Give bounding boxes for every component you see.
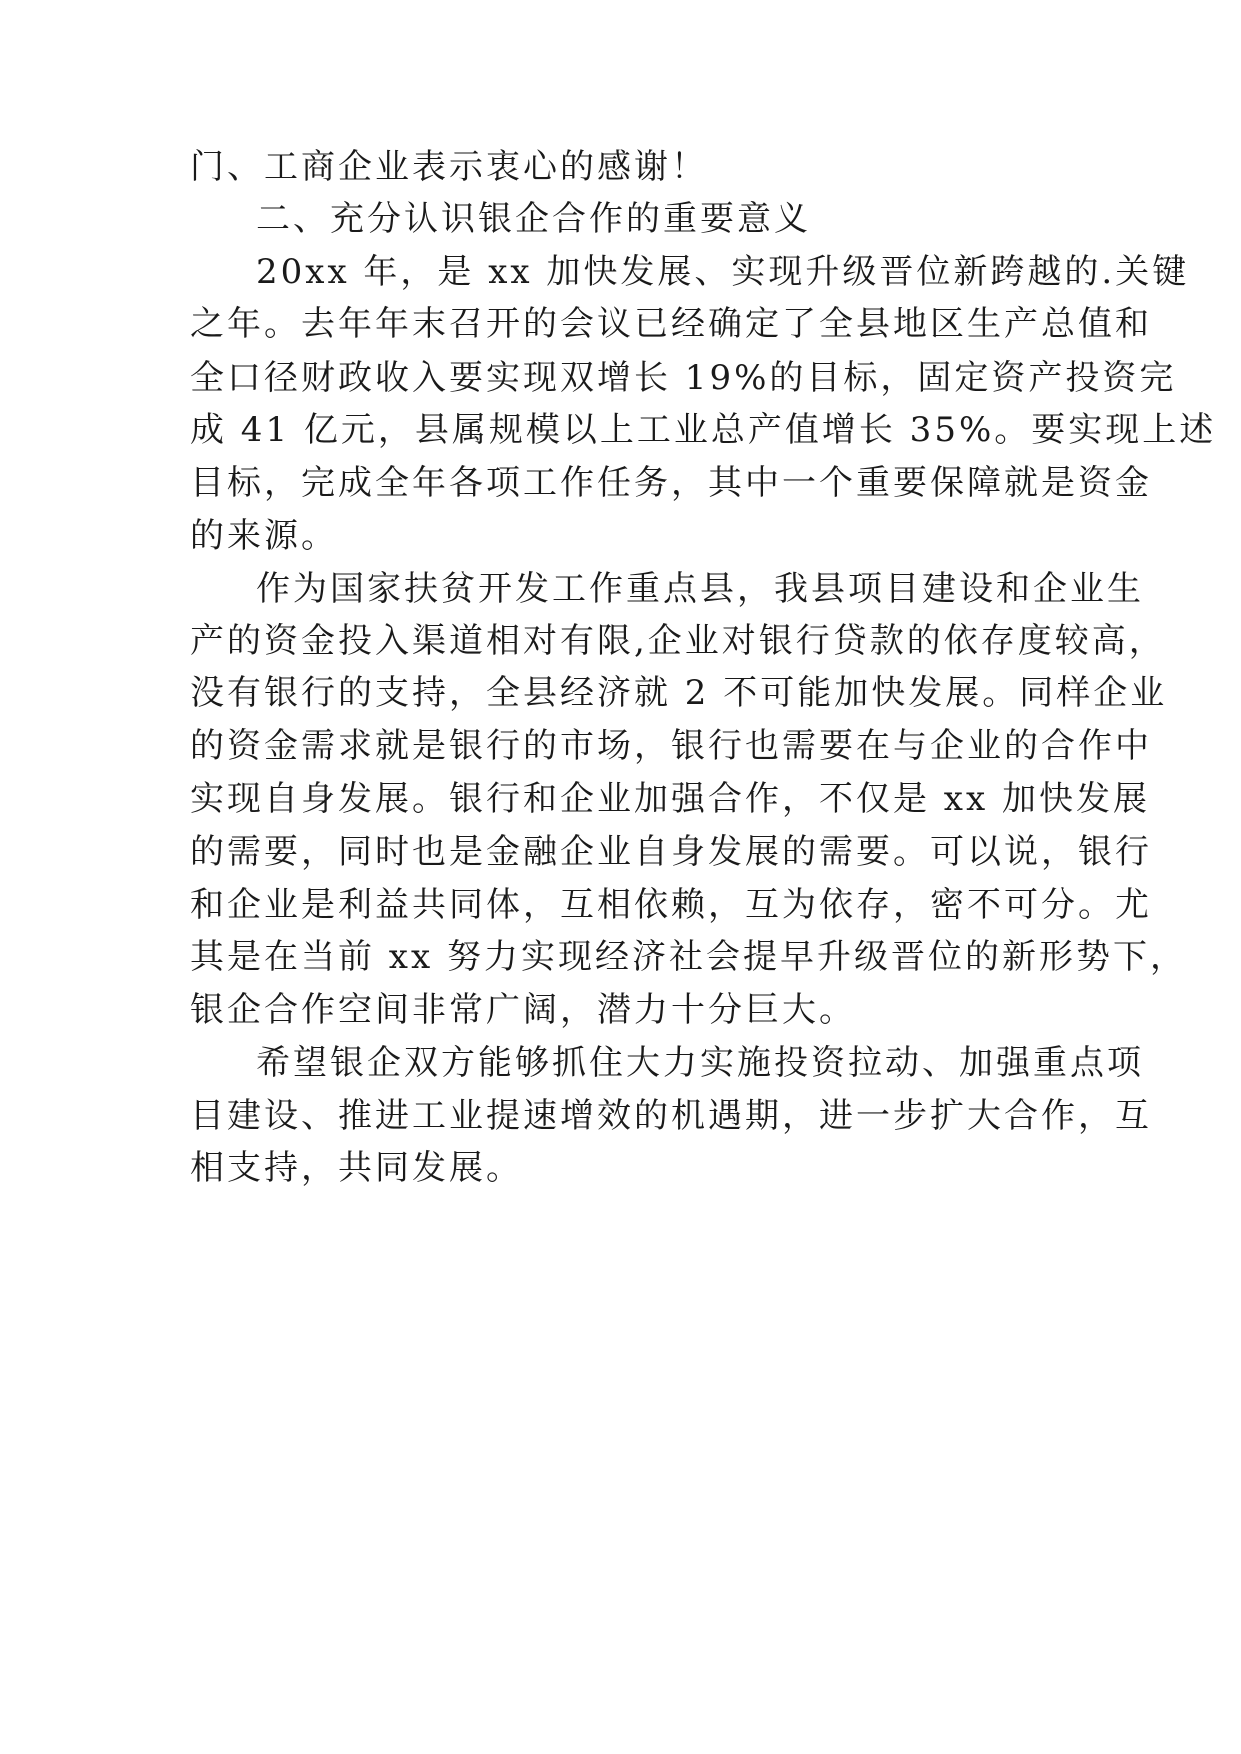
text-line: 的需要，同时也是金融企业自身发展的需要。可以说，银行 xyxy=(190,832,1152,872)
text-line: 20xx 年，是 xx 加快发展、实现升级晋位新跨越的.关键 xyxy=(256,252,1190,292)
text-line: 和企业是利益共同体，互相依赖，互为依存，密不可分。尤 xyxy=(190,885,1152,925)
text-line: 其是在当前 xx 努力实现经济社会提早升级晋位的新形势下， xyxy=(190,937,1187,977)
text-line: 银企合作空间非常广阔，潜力十分巨大。 xyxy=(190,990,856,1030)
text-line: 产的资金投入渠道相对有限,企业对银行贷款的依存度较高， xyxy=(190,621,1166,661)
text-line: 之年。去年年末召开的会议已经确定了全县地区生产总值和 xyxy=(190,304,1152,344)
text-line: 门、工商企业表示衷心的感谢！ xyxy=(190,147,708,187)
text-line: 成 41 亿元，县属规模以上工业总产值增长 35%。要实现上述 xyxy=(190,410,1217,450)
text-line: 没有银行的支持，全县经济就 2 不可能加快发展。同样企业 xyxy=(190,673,1168,713)
text-line: 实现自身发展。银行和企业加强合作，不仅是 xx 加快发展 xyxy=(190,779,1150,819)
text-line: 希望银企双方能够抓住大力实施投资拉动、加强重点项 xyxy=(256,1043,1144,1083)
text-line: 目建设、推进工业提速增效的机遇期，进一步扩大合作，互 xyxy=(190,1096,1152,1136)
text-line: 目标，完成全年各项工作任务，其中一个重要保障就是资金 xyxy=(190,463,1152,503)
text-line: 相支持，共同发展。 xyxy=(190,1148,523,1188)
text-line: 的资金需求就是银行的市场，银行也需要在与企业的合作中 xyxy=(190,726,1152,766)
text-line: 作为国家扶贫开发工作重点县，我县项目建设和企业生 xyxy=(256,569,1144,609)
text-line: 全口径财政收入要实现双增长 19%的目标，固定资产投资完 xyxy=(190,358,1177,398)
section-heading: 二、充分认识银企合作的重要意义 xyxy=(256,199,811,239)
text-line: 的来源。 xyxy=(190,516,338,556)
